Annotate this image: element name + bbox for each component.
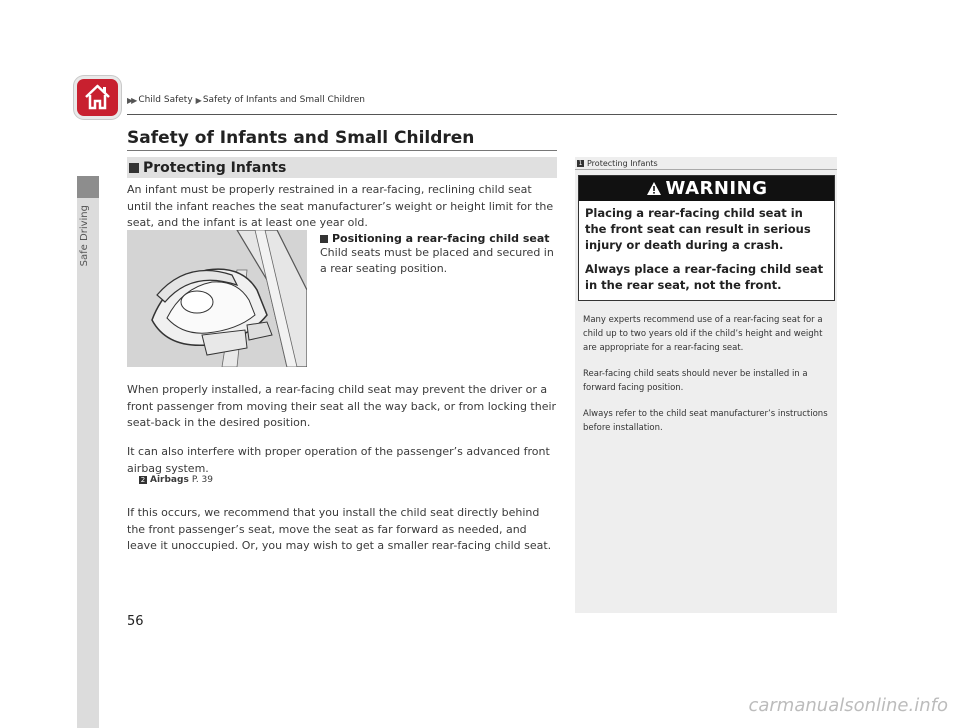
header-divider (127, 114, 837, 115)
side-tab-marker (77, 176, 99, 198)
home-icon (83, 83, 112, 112)
home-button[interactable] (77, 79, 118, 116)
sidebar-header-text: Protecting Infants (587, 158, 658, 168)
xref-label: Airbags (150, 475, 189, 485)
side-tab-label[interactable]: Safe Driving (79, 205, 90, 267)
page-number: 56 (127, 614, 144, 629)
breadcrumb-item-current: Safety of Infants and Small Children (202, 95, 365, 105)
sidebar-note-1: Many experts recommend use of a rear-facing seat for a child up to two years old if the child’s height and weight are appropriate for a rear-facing seat. (583, 315, 823, 353)
watermark: carmanualsonline.info (748, 695, 948, 716)
warning-text-1: Placing a rear-facing child seat in the front seat can result in serious injury or death during a crash. (585, 206, 811, 252)
paragraph-3: It can also interfere with proper operation of the passenger’s advanced front airbag system. (127, 445, 550, 475)
subheading-text: Positioning a rear-facing child seat (332, 232, 550, 245)
breadcrumb-arrow-icon: ▶ (195, 95, 200, 105)
breadcrumb-item-child-safety[interactable]: Child Safety (138, 95, 193, 105)
warning-header (579, 176, 834, 201)
cross-reference-airbags[interactable] (139, 475, 213, 485)
section-heading-bar (127, 157, 557, 178)
sidebar-note-3: Always refer to the child seat manufacturer’s instructions before installation. (583, 409, 828, 433)
section-heading: Protecting Infants (143, 159, 287, 176)
breadcrumb (127, 95, 365, 105)
paragraph-2: When properly installed, a rear-facing child seat may prevent the driver or a front passenger from moving their seat all the way back, or from locking their seat-back in the desired position. (127, 383, 557, 429)
sidebar-notes (575, 157, 837, 613)
sidebar-divider (575, 169, 837, 170)
subheading-square-icon (320, 235, 328, 243)
child-seat-illustration (127, 230, 307, 367)
xref-page: P. 39 (191, 475, 214, 485)
warning-title: WARNING (665, 178, 768, 199)
warning-box (578, 175, 835, 301)
intro-paragraph: An infant must be properly restrained in a rear-facing, reclining child seat until the infant reaches the seat manufacturer’s weight or height limit for the seat, and the infant is at least one year old. (127, 183, 554, 229)
sidebar-note-2: Rear-facing child seats should never be installed in a forward facing position. (583, 369, 808, 393)
warning-triangle-icon (646, 181, 662, 196)
subheading (320, 232, 550, 245)
subheading-body: Child seats must be placed and secured in a rear seating position. (320, 246, 554, 275)
sidebar-header (575, 157, 839, 169)
page-title: Safety of Infants and Small Children (127, 128, 475, 148)
paragraph-4: If this occurs, we recommend that you install the child seat directly behind the front passenger’s seat, move the seat as far forward as needed, and leave it unoccupied. Or, you may wish to get a smaller rear-facing child seat. (127, 506, 552, 552)
sidebar-header-marker-icon: 1 (578, 159, 583, 167)
section-square-icon (129, 163, 139, 173)
breadcrumb-arrow-icon: ▶▶ (127, 95, 136, 105)
warning-text-2: Always place a rear-facing child seat in the rear seat, not the front. (585, 262, 824, 292)
xref-marker-icon: 2 (140, 476, 146, 484)
title-divider (127, 150, 557, 151)
